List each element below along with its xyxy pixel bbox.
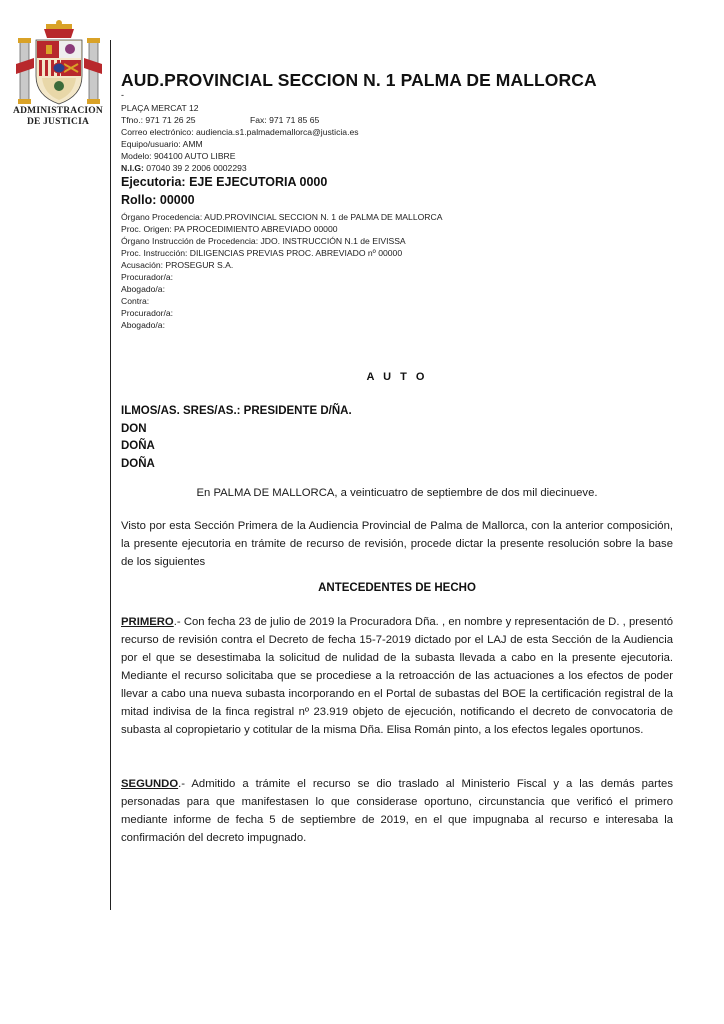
organo-procedencia: Órgano Procedencia: AUD.PROVINCIAL SECCION N. 1 de PALMA DE MALLORCA <box>121 212 443 222</box>
contra: Contra: <box>121 296 150 306</box>
equipo-usuario: Equipo/usuario: AMM <box>121 139 203 149</box>
judges-dona-1: DOÑA <box>121 440 155 452</box>
segundo-label: SEGUNDO <box>121 778 179 790</box>
abogado-contra: Abogado/a: <box>121 320 165 330</box>
acusacion: Acusación: PROSEGUR S.A. <box>121 260 234 270</box>
nig-value: 07040 39 2 2006 0002293 <box>143 163 247 173</box>
ejecutoria-heading: Ejecutoria: EJE EJECUTORIA 0000 <box>121 175 328 189</box>
judges-dona-2: DOÑA <box>121 457 155 470</box>
judges-presidente: ILMOS/AS. SRES/AS.: PRESIDENTE D/ÑA. <box>121 405 352 417</box>
emblem-caption <box>6 106 110 128</box>
visto-paragraph: Visto por esta Sección Primera de la Audiencia Provincial de Palma de Mallorca, con la anterior composición, la presente ejecutoria en trámite de recurso de revisión, procede dictar la presente resolución sobre la base de los siguientes <box>121 520 673 568</box>
organo-instruccion: Órgano Instrucción de Procedencia: JDO. INSTRUCCIÓN N.1 de EIVISSA <box>121 236 406 246</box>
abogado-acusacion: Abogado/a: <box>121 284 165 294</box>
fax-number: Fax: 971 71 85 65 <box>250 115 320 125</box>
court-email: Correo electrónico: audiencia.s1.palmademallorca@justicia.es <box>121 127 359 137</box>
primero-paragraph <box>121 613 673 739</box>
modelo: Modelo: 904100 AUTO LIBRE <box>121 151 236 161</box>
judges-don: DON <box>121 422 147 435</box>
primero-label: PRIMERO <box>121 616 174 628</box>
auto-title: A U T O <box>366 371 428 383</box>
header-dash: - <box>121 90 124 100</box>
coat-of-arms-emblem <box>16 20 102 108</box>
margin-rule <box>110 40 111 910</box>
primero-text: .- Con fecha 23 de julio de 2019 la Procuradora Dña. , en nombre y representación de D. , presentó recurso de revisión contra el Decreto de fecha 15-7-2019 dictado por el LAJ de esta Sección de la Audiencia por el que se desestimaba la solicitud de nulidad de la subasta llevada a cabo en la presente ejecutoria. Mediante el recurso solicitaba que se procediese a la retroacción de las actuaciones a los efectos de poder llevar a cabo una nueva subasta incorporando en el Portal de subastas del BOE la certificación registral de la mitad indivisa de la finca registral nº 23.919 objeto de ejecución, notificando el decreto de convocatoria de subasta al copropietario y cotitular de la misma Dña. Elisa Román pinto, a los efectos legales oportunos. <box>121 616 673 736</box>
court-name-heading: AUD.PROVINCIAL SECCION N. 1 PALMA DE MALLORCA <box>121 70 597 90</box>
segundo-text: .- Admitido a trámite el recurso se dio traslado al Ministerio Fiscal y a las demás partes personadas para que manifestasen lo que considerase oportuno, circunstancia que verificó el primero mediante informe de fecha 5 de septiembre de 2019, en el que impugnaba al recurso e interesaba la confirmación del decreto impugnado. <box>121 778 673 844</box>
rollo-heading: Rollo: 00000 <box>121 193 195 207</box>
proc-origen: Proc. Origen: PA PROCEDIMIENTO ABREVIADO 00000 <box>121 224 338 234</box>
segundo-paragraph <box>121 775 673 847</box>
nig-line <box>121 162 247 174</box>
court-address: PLAÇA MERCAT 12 <box>121 103 199 113</box>
phone-fax-line <box>121 114 320 126</box>
procurador-contra: Procurador/a: <box>121 308 174 318</box>
phone-number: Tfno.: 971 71 26 25 <box>121 115 196 125</box>
procurador-acusacion: Procurador/a: <box>121 272 174 282</box>
nig-label: N.I.G: <box>121 163 144 173</box>
antecedentes-heading: ANTECEDENTES DE HECHO <box>318 582 476 594</box>
emblem-caption-line1: ADMINISTRACION <box>13 106 103 116</box>
proc-instruccion: Proc. Instrucción: DILIGENCIAS PREVIAS PROC. ABREVIADO nº 00000 <box>121 248 403 258</box>
emblem-caption-line2: DE JUSTICIA <box>26 117 90 127</box>
judges-block <box>121 403 352 473</box>
place-date: En PALMA DE MALLORCA, a veinticuatro de septiembre de dos mil diecinueve. <box>196 487 598 499</box>
